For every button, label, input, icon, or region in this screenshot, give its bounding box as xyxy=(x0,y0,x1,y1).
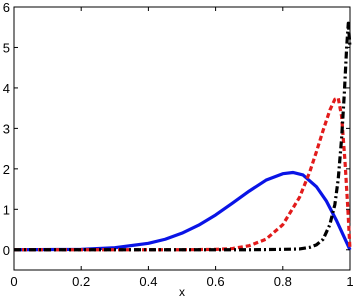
x-tick-label: 0.6 xyxy=(206,274,225,289)
y-tick-label: 1 xyxy=(2,202,10,218)
y-tick-label: 6 xyxy=(2,0,10,15)
x-tick-label: 1 xyxy=(346,274,354,289)
x-tick-label: 0 xyxy=(10,274,18,289)
plot-area xyxy=(14,7,350,270)
x-tick-label: 0.8 xyxy=(273,274,292,289)
x-tick-label: 0.2 xyxy=(72,274,91,289)
y-tick-label: 4 xyxy=(2,80,10,96)
x-axis-label: x xyxy=(179,285,185,299)
y-tick-label: 0 xyxy=(2,242,10,258)
y-tick-label: 2 xyxy=(2,161,10,177)
y-tick-labels xyxy=(3,0,10,258)
x-tick-label: 0.4 xyxy=(139,274,158,289)
y-tick-label: 5 xyxy=(2,40,10,56)
y-tick-label: 3 xyxy=(2,121,10,137)
